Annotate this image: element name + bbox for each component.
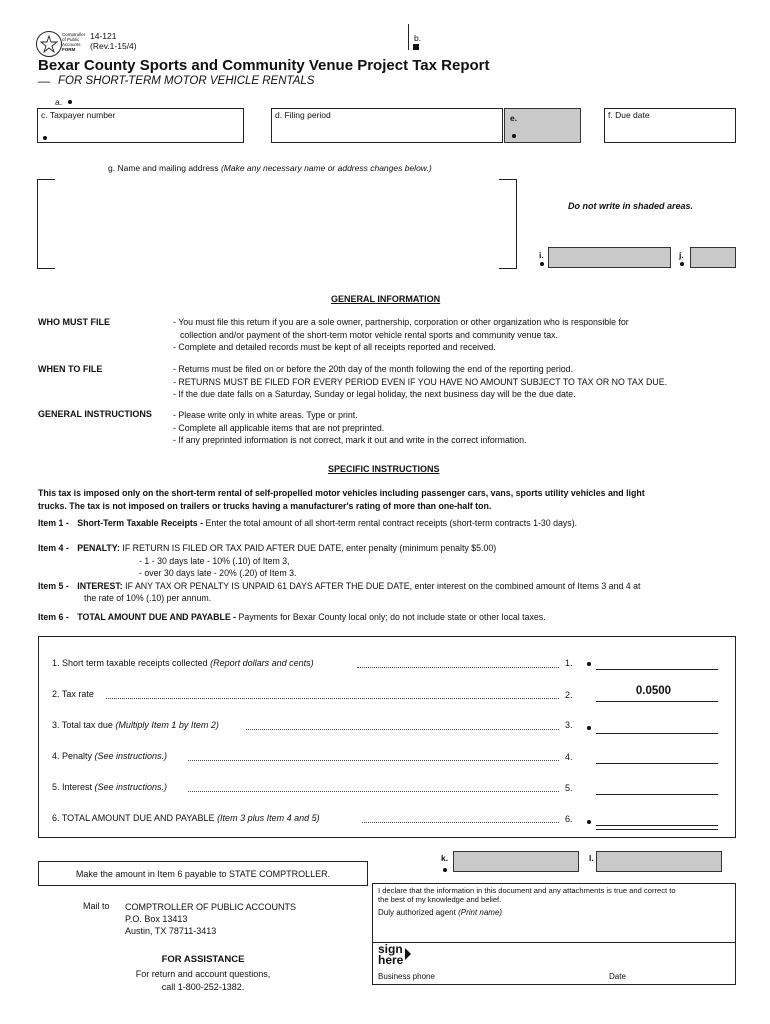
line1-num: 1. bbox=[565, 658, 573, 668]
filing-period-label: d. Filing period bbox=[275, 110, 331, 120]
date-label: Date bbox=[609, 972, 626, 981]
logo-line: Comptroller bbox=[62, 32, 86, 37]
item-bold: PENALTY: bbox=[77, 543, 120, 553]
line1-leader bbox=[357, 667, 559, 668]
para-line: - Please write only in white areas. Type or print. bbox=[173, 410, 358, 420]
para-line: - If the due date falls on a Saturday, Sunday or legal holiday, the next business day will be the due date. bbox=[173, 389, 576, 399]
general-info-heading: GENERAL INFORMATION bbox=[331, 294, 441, 304]
para-line: - If any preprinted information is not correct, mark it out and write in the correct information. bbox=[173, 435, 527, 445]
line2-amount-line bbox=[596, 701, 718, 702]
field-b-label: b. bbox=[414, 33, 422, 43]
business-phone-label: Business phone bbox=[378, 972, 435, 981]
line1-label bbox=[52, 658, 314, 668]
address-line: P.O. Box 13413 bbox=[125, 914, 188, 924]
para-line: collection and/or payment of the short-term motor vehicle rental sports and community venue tax. bbox=[180, 329, 558, 340]
specific-intro bbox=[38, 487, 645, 512]
item-bold: Short-Term Taxable Receipts - bbox=[77, 518, 204, 528]
field-e-dot bbox=[512, 134, 516, 138]
item6-instruction bbox=[38, 611, 546, 624]
item-label: Item 5 - bbox=[38, 581, 69, 591]
field-j-shaded bbox=[690, 247, 736, 268]
line3-num: 3. bbox=[565, 720, 573, 730]
signature-divider bbox=[373, 942, 735, 943]
agent-text: Duly authorized agent bbox=[378, 908, 459, 917]
line-label-text: 4. Penalty bbox=[52, 751, 95, 761]
comptroller-seal-logo bbox=[36, 31, 62, 57]
line2-num: 2. bbox=[565, 690, 573, 700]
agent-name-field[interactable] bbox=[378, 919, 732, 941]
address-bracket-left bbox=[37, 179, 55, 269]
signature-field[interactable] bbox=[416, 944, 732, 968]
line4-amount-field[interactable] bbox=[596, 763, 718, 764]
specific-instructions-heading: SPECIFIC INSTRUCTIONS bbox=[328, 464, 440, 474]
intro-line: trucks. The tax is not imposed on trailers or trucks having a manufacturer's rating of more than one-half ton. bbox=[38, 500, 492, 511]
field-e-label: e. bbox=[510, 113, 518, 123]
line2-label bbox=[52, 689, 94, 699]
sign-word: sign bbox=[378, 942, 403, 956]
due-date-label: f. Due date bbox=[608, 110, 650, 120]
para-line: - RETURNS MUST BE FILED FOR EVERY PERIOD EVEN IF YOU HAVE NO AMOUNT SUBJECT TO TAX OR NO TAX DUE. bbox=[173, 376, 668, 387]
line5-leader bbox=[188, 791, 559, 792]
assist-line: call 1-800-252-1382. bbox=[161, 982, 245, 992]
field-k-shaded bbox=[453, 851, 579, 872]
item-bold: INTEREST: bbox=[77, 581, 123, 591]
line-label-text: 6. TOTAL AMOUNT DUE AND PAYABLE bbox=[52, 813, 218, 823]
mailing-address bbox=[125, 901, 296, 937]
subtitle-dash: — bbox=[38, 74, 50, 88]
name-address-label bbox=[108, 163, 432, 173]
line3-amount-field[interactable] bbox=[596, 733, 718, 734]
shaded-note: Do not write in shaded areas. bbox=[568, 201, 694, 211]
line-label-note: (Multiply Item 1 by Item 2) bbox=[115, 720, 219, 730]
line-label-text: 3. Total tax due bbox=[52, 720, 116, 730]
line5-label bbox=[52, 782, 167, 792]
line4-label bbox=[52, 751, 167, 761]
who-must-file-text bbox=[173, 316, 629, 354]
item-bold: TOTAL AMOUNT DUE AND PAYABLE - bbox=[77, 612, 237, 622]
general-instructions-text bbox=[173, 409, 527, 447]
item4-instruction bbox=[38, 542, 496, 555]
line-label-note: (Item 3 plus Item 4 and 5) bbox=[217, 813, 320, 823]
line1-amount-field[interactable] bbox=[596, 669, 718, 670]
line5-amount-field[interactable] bbox=[596, 794, 718, 795]
field-b-bracket bbox=[408, 24, 409, 50]
assistance-text bbox=[38, 968, 368, 994]
field-j-dot bbox=[680, 262, 684, 266]
address-line: COMPTROLLER OF PUBLIC ACCOUNTS bbox=[125, 902, 297, 912]
address-line: Austin, TX 78711-3413 bbox=[125, 926, 217, 936]
tax-rate-value: 0.0500 bbox=[635, 685, 672, 697]
item1-instruction bbox=[38, 517, 577, 530]
star-icon bbox=[37, 32, 61, 56]
logo-line: Accounts bbox=[62, 42, 81, 47]
name-address-text: g. Name and mailing address bbox=[108, 163, 219, 173]
address-bracket-right bbox=[499, 179, 517, 269]
line5-num: 5. bbox=[565, 783, 573, 793]
field-i-shaded bbox=[548, 247, 671, 268]
item4-sub1: - 1 - 30 days late - 10% (.10) of Item 3, bbox=[139, 556, 290, 566]
declaration-line: the best of my knowledge and belief. bbox=[378, 895, 502, 904]
declaration-line: I declare that the information in this document and any attachments is true and correct to bbox=[378, 886, 676, 895]
para-line: - You must file this return if you are a sole owner, partnership, corporation or other organization who is responsible for bbox=[173, 317, 629, 327]
agent-note: (Print name) bbox=[458, 908, 503, 917]
item-label: Item 1 - bbox=[38, 518, 69, 528]
line6-label bbox=[52, 813, 320, 823]
line-label-note: (Report dollars and cents) bbox=[210, 658, 314, 668]
when-to-file-text bbox=[173, 363, 667, 401]
item-text: Payments for Bexar County local only; do not include state or other local taxes. bbox=[236, 612, 546, 622]
sign-here-badge bbox=[378, 944, 403, 966]
form-revision: (Rev.1-15/4) bbox=[90, 41, 137, 51]
line2-leader bbox=[106, 698, 559, 699]
line6-dot bbox=[587, 820, 591, 824]
who-must-file-label: WHO MUST FILE bbox=[38, 317, 110, 327]
item4-sub2: - over 30 days late - 20% (.20) of Item 3. bbox=[139, 568, 297, 578]
line-label-note: (See instructions.) bbox=[94, 782, 168, 792]
mail-to-label: Mail to bbox=[83, 901, 110, 911]
form-number: 14-121 bbox=[90, 31, 117, 41]
logo-line: of Public bbox=[62, 37, 80, 42]
field-k-dot bbox=[443, 868, 447, 872]
line3-leader bbox=[246, 729, 559, 730]
assistance-heading: FOR ASSISTANCE bbox=[161, 954, 245, 965]
line3-label bbox=[52, 720, 219, 730]
item-text: Enter the total amount of all short-term rental contract receipts (short-term contracts 1-30 days). bbox=[203, 518, 578, 528]
item5-text2: the rate of 10% (.10) per annum. bbox=[84, 593, 212, 603]
item-label: Item 6 - bbox=[38, 612, 69, 622]
line6-double-underline bbox=[596, 829, 718, 830]
line1-dot bbox=[587, 662, 591, 666]
agent-label bbox=[378, 908, 502, 917]
form-subtitle: FOR SHORT-TERM MOTOR VEHICLE RENTALS bbox=[58, 75, 315, 87]
para-line: - Complete and detailed records must be kept of all receipts reported and received. bbox=[173, 342, 496, 352]
line-label-text: 5. Interest bbox=[52, 782, 95, 792]
assist-line: For return and account questions, bbox=[135, 969, 271, 979]
line6-amount-field[interactable] bbox=[596, 825, 718, 826]
logo-text bbox=[62, 32, 85, 52]
field-a-dot bbox=[68, 100, 72, 104]
line-label-note: (See instructions.) bbox=[94, 751, 168, 761]
item-label: Item 4 - bbox=[38, 543, 69, 553]
line4-num: 4. bbox=[565, 752, 573, 762]
line3-dot bbox=[587, 726, 591, 730]
logo-line: FORM bbox=[62, 47, 76, 52]
line6-leader bbox=[362, 822, 559, 823]
field-b-marker bbox=[413, 44, 419, 50]
name-address-note: (Make any necessary name or address changes below.) bbox=[220, 163, 432, 173]
para-line: - Returns must be filed on or before the 20th day of the month following the end of the reporting period. bbox=[173, 364, 574, 374]
payable-notice: Make the amount in Item 6 payable to STATE COMPTROLLER. bbox=[75, 869, 331, 879]
para-line: - Complete all applicable items that are not preprinted. bbox=[173, 422, 385, 433]
general-instructions-label: GENERAL INSTRUCTIONS bbox=[38, 409, 152, 419]
intro-line: This tax is imposed only on the short-term rental of self-propelled motor vehicles including passenger cars, vans, sports utility vehicles and light bbox=[38, 488, 645, 498]
line-label-text: 1. Short term taxable receipts collected bbox=[52, 658, 211, 668]
item-text: IF RETURN IS FILED OR TAX PAID AFTER DUE DATE, enter penalty (minimum penalty $5.00) bbox=[119, 543, 497, 553]
field-j-label: j. bbox=[679, 250, 684, 260]
line4-leader bbox=[188, 760, 559, 761]
name-address-area[interactable] bbox=[56, 181, 498, 267]
item-text: IF ANY TAX OR PENALTY IS UNPAID 61 DAYS AFTER THE DUE DATE, enter interest on the combined amount of Items 3 and 4 at bbox=[122, 581, 641, 591]
declaration-text bbox=[378, 886, 676, 904]
form-title: Bexar County Sports and Community Venue Project Tax Report bbox=[38, 57, 490, 74]
field-i-label: i. bbox=[539, 250, 544, 260]
when-to-file-label: WHEN TO FILE bbox=[38, 364, 103, 374]
taxpayer-number-dot bbox=[43, 136, 47, 140]
sign-arrow-icon bbox=[405, 948, 411, 960]
field-l-label: l. bbox=[589, 853, 594, 863]
item5-instruction bbox=[38, 580, 640, 593]
line-label-text: 2. Tax rate bbox=[52, 689, 94, 699]
field-a-label: a. bbox=[55, 97, 63, 107]
field-i-dot bbox=[540, 262, 544, 266]
line6-num: 6. bbox=[565, 814, 573, 824]
field-l-shaded bbox=[596, 851, 722, 872]
here-word: here bbox=[378, 953, 404, 967]
field-k-label: k. bbox=[441, 853, 449, 863]
taxpayer-number-label: c. Taxpayer number bbox=[41, 110, 116, 120]
